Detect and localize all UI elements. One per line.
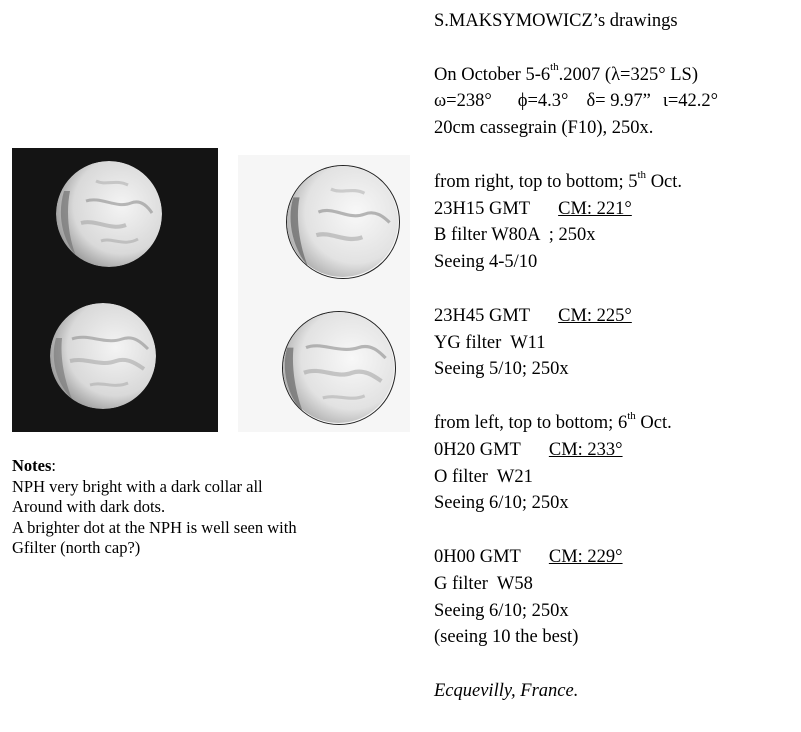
entry-filter: G filter W58: [434, 573, 533, 594]
dark-background-drawings: [12, 148, 218, 432]
entry-time: 0H20 GMT: [434, 439, 521, 460]
entry-time-line: [434, 544, 794, 571]
entry-cm: CM: 225°: [558, 305, 632, 326]
delta-value: δ= 9.97”: [586, 91, 651, 112]
seeing-note: (seeing 10 the best): [434, 627, 579, 648]
entry-filter: YG filter W11: [434, 332, 546, 353]
heading-suffix: Oct.: [646, 171, 683, 192]
entry-time-line: [434, 303, 794, 330]
notes-line: Gfilter (north cap?): [12, 538, 141, 557]
notes-line: NPH very bright with a dark collar all: [12, 476, 263, 496]
entry-seeing: Seeing 4-5/10: [434, 252, 538, 273]
entry-filter: B filter W80A ; 250x: [434, 225, 596, 246]
date-sup: th: [550, 61, 559, 74]
entry-time-line: [434, 437, 794, 464]
observation-info: [434, 8, 794, 705]
notes-label-colon: :: [51, 456, 56, 475]
light-background-drawings: [238, 155, 410, 432]
group-heading-left: [434, 410, 794, 437]
instrument: 20cm cassegrain (F10), 250x.: [434, 118, 654, 139]
heading-prefix: from left, top to bottom; 6: [434, 412, 628, 433]
page-title: S.MAKSYMOWICZ’s drawings: [434, 11, 678, 31]
date-prefix: On October 5-6: [434, 64, 551, 85]
entry-seeing: Seeing 5/10; 250x: [434, 359, 569, 380]
heading-suffix: Oct.: [635, 412, 672, 433]
omega-value: ω=238°: [434, 91, 492, 112]
notes-label: Notes: [12, 456, 52, 475]
entry-seeing: Seeing 6/10; 250x: [434, 600, 569, 621]
group-heading-right: [434, 169, 794, 196]
heading-sup: th: [627, 409, 636, 422]
entry-cm: CM: 229°: [548, 546, 623, 567]
entry-time-line: [434, 196, 794, 223]
location: Ecquevilly, France.: [434, 680, 579, 701]
heading-sup: th: [637, 168, 647, 181]
phi-value: ϕ=4.3°: [517, 91, 569, 112]
entry-time: 23H15 GMT: [434, 198, 531, 219]
entry-time: 23H45 GMT: [434, 305, 531, 326]
notes-heading: [12, 456, 392, 477]
mars-drawing-dark-bottom: [50, 303, 156, 409]
heading-prefix: from right, top to bottom; 5: [434, 171, 638, 192]
date-suffix: .2007 (λ=325° LS): [558, 64, 699, 85]
mars-drawing-dark-top: [56, 161, 162, 267]
ephemeris-values: [434, 88, 794, 115]
observation-date: [434, 62, 794, 89]
notes-line: Around with dark dots.: [12, 497, 166, 516]
entry-time: 0H00 GMT: [434, 546, 521, 567]
notes-section: [12, 456, 392, 559]
entry-seeing: Seeing 6/10; 250x: [434, 493, 569, 514]
mars-drawing-light-bottom: [282, 311, 396, 425]
mars-drawing-light-top: [286, 165, 400, 279]
iota-value: ι=42.2°: [662, 91, 719, 112]
notes-line: A brighter dot at the NPH is well seen with: [12, 517, 297, 537]
entry-filter: O filter W21: [434, 466, 533, 487]
entry-cm: CM: 233°: [548, 439, 623, 460]
entry-cm: CM: 221°: [558, 198, 632, 219]
